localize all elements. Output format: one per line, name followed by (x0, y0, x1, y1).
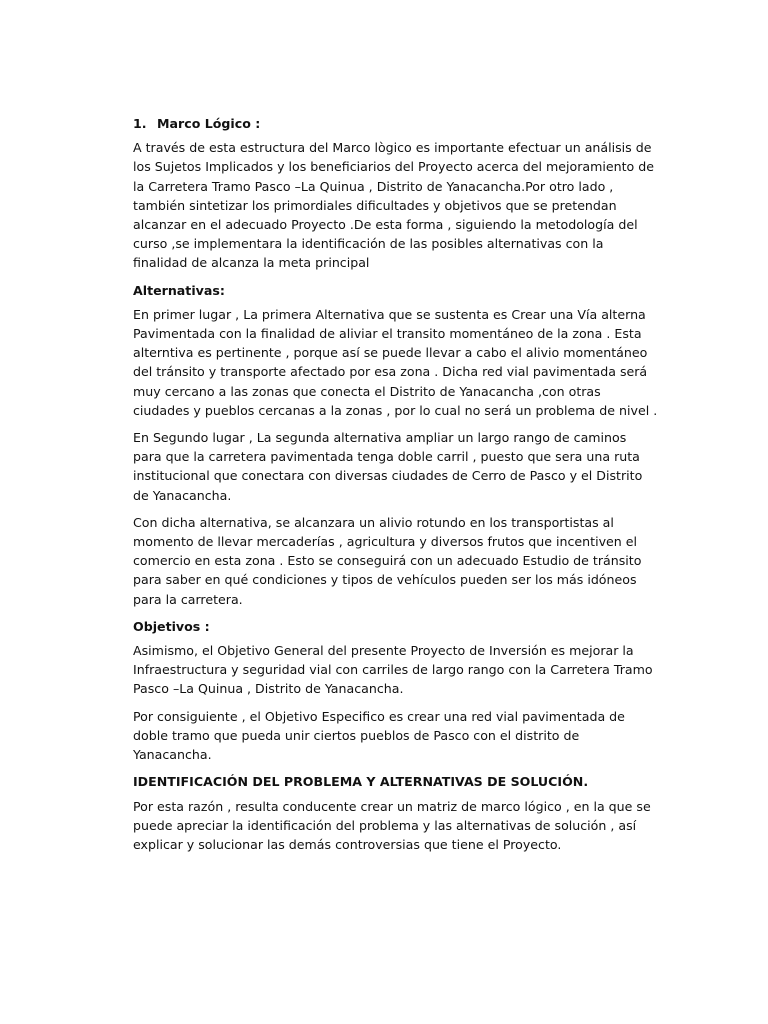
section-title: Marco Lógico : (157, 116, 261, 131)
document-page (133, 114, 658, 862)
alternativa-paragraph-2: En Segundo lugar , La segunda alternativa ampliar un largo rango de caminos para que la carretera pavimentada tenga doble carril , puesto que sera una ruta institucional que conectara con diversas ciudades de Cerro de Pasco y el Distrito de Yanacancha. (133, 430, 643, 503)
identificacion-paragraph: Por esta razón , resulta conducente crear un matriz de marco lógico , en la que se puede apreciar la identificación del problema y las alternativas de solución , así explicar y solucionar las demás controversias que tiene el Proyecto. (133, 798, 651, 852)
alternativa-paragraph-3: Con dicha alternativa, se alcanzara un alivio rotundo en los transportistas al momento de llevar mercaderías , agricultura y diversos frutos que incentiven el comercio en esta zona . Esto se conseguirá con un adecuado Estudio de tránsito para saber en qué condiciones y tipos de vehículos pueden ser los más idóneos para la carretera. (133, 514, 642, 607)
section-heading (133, 114, 658, 133)
objetivo-paragraph-1: Asimismo, el Objetivo General del presente Proyecto de Inversión es mejorar la Infraestructura y seguridad vial con carriles de largo rango con la Carretera Tramo Pasco –La Quinua , Distrito de Yanacancha. (133, 643, 653, 697)
section-number: 1. (133, 116, 147, 131)
alternativa-paragraph-1: En primer lugar , La primera Alternativa que se sustenta es Crear una Vía alterna Pavimentada con la finalidad de aliviar el transito momentáneo de la zona . Esta alterntiva es pertinente , porque así se puede llevar a cabo el alivio momentáneo del tránsito y transporte afectado por esa zona . Dicha red vial pavimentada será muy cercano a las zonas que conecta el Distrito de Yanacancha ,con otras ciudades y pueblos cercanas a la zonas , por lo cual no será un problema de nivel . (133, 306, 658, 418)
objetivos-heading: Objetivos : (133, 618, 210, 634)
alternativas-heading: Alternativas: (133, 282, 225, 298)
intro-paragraph: A través de esta estructura del Marco lògico es importante efectuar un análisis de los Sujetos Implicados y los beneficiarios del Proyecto acerca del mejoramiento de la Carretera Tramo Pasco –La Quinua , Distrito de Yanacancha.Por otro lado , también sintetizar los primordiales dificultades y objetivos que se pretendan alcanzar en el adecuado Proyecto .De esta forma , siguiendo la metodología del curso ,se implementara la identificación de las posibles alternativas con la finalidad de alcanza la meta principal (133, 140, 654, 271)
identificacion-heading: IDENTIFICACIÓN DEL PROBLEMA Y ALTERNATIVAS DE SOLUCIÓN. (133, 774, 589, 790)
objetivo-paragraph-2: Por consiguiente , el Objetivo Especifico es crear una red vial pavimentada de doble tramo que pueda unir ciertos pueblos de Pasco con el distrito de Yanacancha. (133, 708, 625, 763)
